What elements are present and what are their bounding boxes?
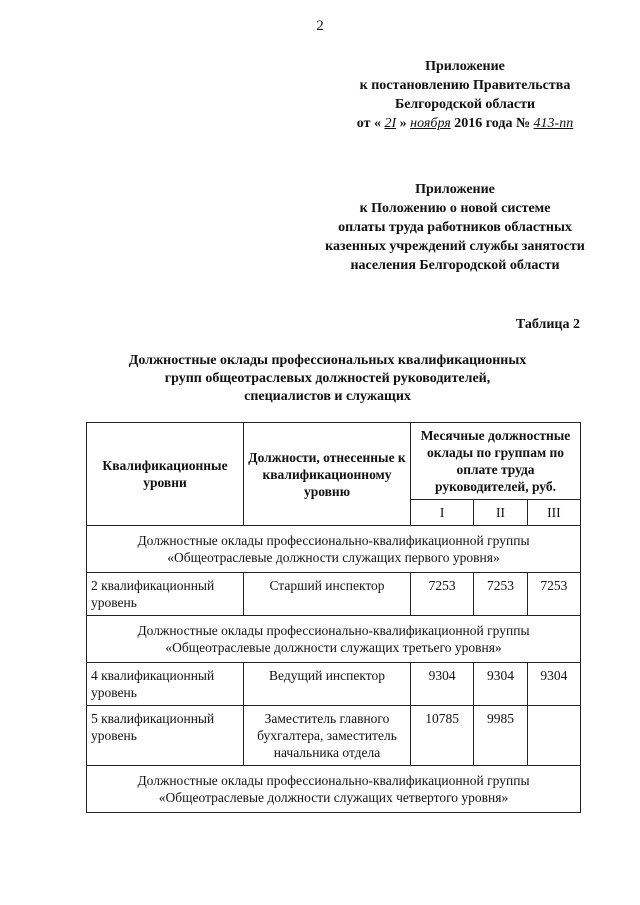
appendix2-line3: оплаты труда работников областных — [338, 220, 572, 235]
date-year: 2016 года № — [454, 116, 531, 131]
table-row — [87, 663, 581, 706]
cell-group-3: 7253 — [527, 573, 580, 616]
cell-position: Старший инспектор — [244, 573, 411, 616]
header-group-2: II — [474, 500, 527, 526]
cell-position: Заместитель главного бухгалтера, заместитель начальника отдела — [244, 706, 411, 766]
date-month: ноября — [410, 116, 451, 131]
cell-group-2: 7253 — [474, 573, 527, 616]
header-row — [87, 423, 581, 500]
table-title-line3: специалистов и служащих — [244, 389, 411, 404]
group-row — [87, 766, 581, 813]
table-title-line1: Должностные оклады профессиональных квалификационных — [128, 353, 527, 368]
appendix-date-line — [330, 114, 600, 133]
appendix2-line4: казенных учреждений службы занятости — [325, 239, 585, 254]
cell-group-3: 9304 — [527, 663, 580, 706]
appendix-region: Белгородской области — [394, 97, 536, 112]
table-title — [60, 352, 595, 406]
cell-group-1: 10785 — [411, 706, 474, 766]
table-label: Таблица 2 — [515, 317, 580, 332]
cell-position: Ведущий инспектор — [244, 663, 411, 706]
group-row-label: Должностные оклады профессионально-квалификационной группы «Общеотраслевые должности служащих первого уровня» — [87, 526, 581, 573]
header-position: Должности, отнесенные к квалификационному уровню — [244, 423, 411, 526]
cell-level: 2 квалификационный уровень — [87, 573, 244, 616]
cell-group-3 — [527, 706, 580, 766]
cell-group-1: 7253 — [411, 573, 474, 616]
header-group-3: III — [527, 500, 580, 526]
header-level: Квалификационные уровни — [87, 423, 244, 526]
appendix-header-resolution — [330, 57, 600, 133]
group-row-label: Должностные оклады профессионально-квалификационной группы «Общеотраслевые должности служащих третьего уровня» — [87, 616, 581, 663]
appendix-title: Приложение — [425, 59, 505, 74]
doc-number: 413-пп — [533, 116, 574, 131]
salary-table — [86, 422, 581, 813]
appendix2-title: Приложение — [415, 182, 495, 197]
cell-level: 5 квалификационный уровень — [87, 706, 244, 766]
table-row — [87, 573, 581, 616]
date-mid: » — [399, 116, 407, 131]
cell-level: 4 квалификационный уровень — [87, 663, 244, 706]
appendix-header-regulation — [305, 180, 605, 275]
appendix-reference: к постановлению Правительства — [359, 78, 571, 93]
header-salary: Месячные должностные оклады по группам по оплате труда руководителей, руб. — [411, 423, 581, 500]
cell-group-2: 9985 — [474, 706, 527, 766]
group-row — [87, 616, 581, 663]
appendix2-line5: населения Белгородской области — [350, 258, 560, 273]
cell-group-1: 9304 — [411, 663, 474, 706]
page-number: 2 — [316, 18, 324, 34]
date-day: 2I — [384, 116, 397, 131]
cell-group-2: 9304 — [474, 663, 527, 706]
group-row-label: Должностные оклады профессионально-квалификационной группы «Общеотраслевые должности служащих четвертого уровня» — [87, 766, 581, 813]
header-group-1: I — [411, 500, 474, 526]
group-row — [87, 526, 581, 573]
table-row — [87, 706, 581, 766]
date-prefix: от « — [356, 116, 381, 131]
table-title-line2: групп общеотраслевых должностей руководителей, — [164, 371, 491, 386]
appendix2-line2: к Положению о новой системе — [359, 201, 551, 216]
